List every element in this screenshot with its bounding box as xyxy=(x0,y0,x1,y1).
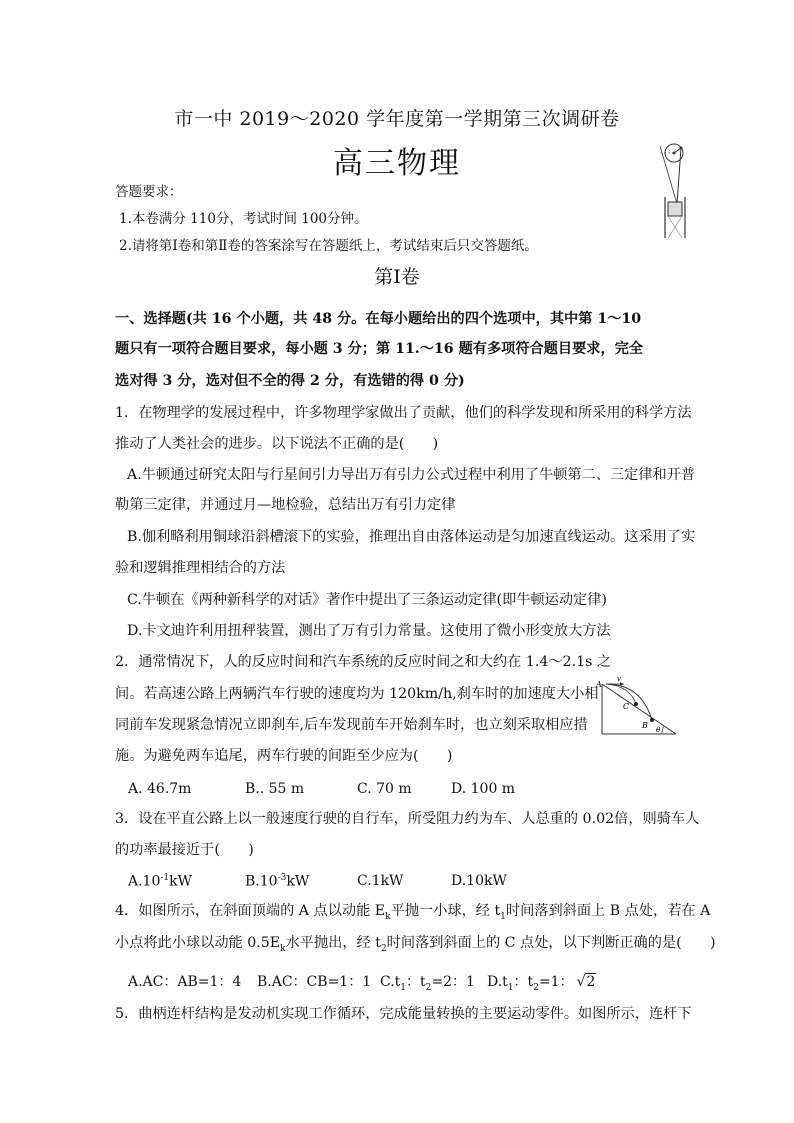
q3-option-d: D.10kW xyxy=(451,873,507,889)
q2-option-b: B.. 55 m xyxy=(245,781,305,797)
requirements-label: 答题要求： xyxy=(115,184,183,200)
section-title: 第Ⅰ卷 xyxy=(374,266,420,288)
q3-option-c: C.1kW xyxy=(357,873,404,889)
q1-option-c: C.牛顿在《两种新科学的对话》著作中提出了三条运动定律(即牛顿运动定律) xyxy=(127,592,607,608)
exam-title: 市一中 2019～2020 学年度第一学期第三次调研卷 xyxy=(174,108,620,130)
figure-label-a: A xyxy=(596,680,602,689)
q2-line-4: 施。为避免两车追尾，两车行驶的间距至少应为( ) xyxy=(115,748,453,764)
part1-line-2: 题只有一项符合题目要求，每小题 3 分；第 11.～16 题有多项符合题目要求，完全 xyxy=(115,341,644,357)
q1-option-b-line-2: 验和逻辑推理相结合的方法 xyxy=(115,560,286,576)
q5-line-1: 5．曲柄连杆结构是发动机实现工作循环，完成能量转换的主要运动零件。如图所示，连杆下 xyxy=(115,1006,692,1022)
q3-option-b: $B.10^{-3}kW$ xyxy=(245,873,310,890)
q4-option-d: $D.t_1$：$t_2=1$： √2 xyxy=(487,974,596,993)
q3-line-2: 的功率最接近于( ) xyxy=(115,842,254,858)
figure-label-b: B xyxy=(642,721,648,730)
q2-option-a: A. 46.7m xyxy=(128,781,192,797)
incline-projectile-figure xyxy=(596,676,682,738)
q2-option-c: C. 70 m xyxy=(357,781,412,797)
q3-option-a: $A.10^{-1}kW$ xyxy=(128,873,193,890)
q4-option-a: A.AC：AB=1：4 xyxy=(128,974,242,990)
q4-option-c: $C.t_1$：$t_2=2$：1 xyxy=(380,974,475,993)
requirement-item-1: 1.本卷满分 110分，考试时间 100分钟。 xyxy=(119,211,368,227)
figure-label-v: v xyxy=(617,676,621,683)
q4-line-1: 4．如图所示，在斜面顶端的 A 点以动能 $E_k$平抛一小球，经 $t_1$时间落到斜面上 B 点处，若在 A xyxy=(115,903,711,922)
q1-option-d: D.卡文迪许利用扭秤装置，测出了万有引力常量。这使用了微小形变放大方法 xyxy=(127,623,611,639)
q1-option-a-line-2: 勒第三定律，并通过月—地检验，总结出万有引力定律 xyxy=(115,497,456,513)
requirement-item-2: 2.请将第Ⅰ卷和第Ⅱ卷的答案涂写在答题纸上，考试结束后只交答题纸。 xyxy=(119,238,538,254)
q1-option-b-line-1: B.伽利略利用铜球沿斜槽滚下的实验，推理出自由落体运动是匀加速直线运动。这采用了实 xyxy=(127,529,696,545)
q3-line-1: 3．设在平直公路上以一般速度行驶的自行车，所受阻力约为车、人总重的 0.02倍，则骑车人 xyxy=(115,811,700,827)
crank-mechanism-figure xyxy=(648,142,700,242)
figure-label-theta: θ xyxy=(656,726,661,734)
part1-line-3: 选对得 3 分，选对但不全的得 2 分，有选错的得 0 分) xyxy=(115,373,465,389)
q4-option-b: B.AC：CB=1：1 xyxy=(257,974,372,990)
q2-option-d: D. 100 m xyxy=(451,781,516,797)
sqrt-symbol: √2 xyxy=(576,974,596,990)
q1-line-1: 1．在物理学的发展过程中，许多物理学家做出了贡献，他们的科学发现和所采用的科学方法 xyxy=(115,405,692,421)
subject-title: 高三物理 xyxy=(333,146,461,181)
q1-option-a-line-1: A.牛顿通过研究太阳与行星间引力导出万有引力公式过程中利用了牛顿第二、三定律和开普 xyxy=(127,467,696,483)
figure-label-c: C xyxy=(623,702,630,711)
part1-line-1: 一、选择题(共 16 个小题，共 48 分。在每小题给出的四个选项中，其中第 1～10 xyxy=(115,311,642,327)
q2-line-2: 间。若高速公路上两辆汽车行驶的速度均为 120km/h,刹车时的加速度大小相 xyxy=(115,686,599,702)
q2-line-1: 2．通常情况下，人的反应时间和汽车系统的反应时间之和大约在 1.4～2.1s 之 xyxy=(115,654,612,670)
q2-line-3: 同前车发现紧急情况立即刹车,后车发现前车开始刹车时，也立刻采取相应措 xyxy=(115,717,588,733)
q1-line-2: 推动了人类社会的进步。以下说法不正确的是( ) xyxy=(115,436,439,452)
q4-line-2: 小点将此小球以动能 $0.5E_k$水平抛出，经 $t_2$时间落到斜面上的 C 点处，以下判断正确的是( ) xyxy=(115,935,716,954)
